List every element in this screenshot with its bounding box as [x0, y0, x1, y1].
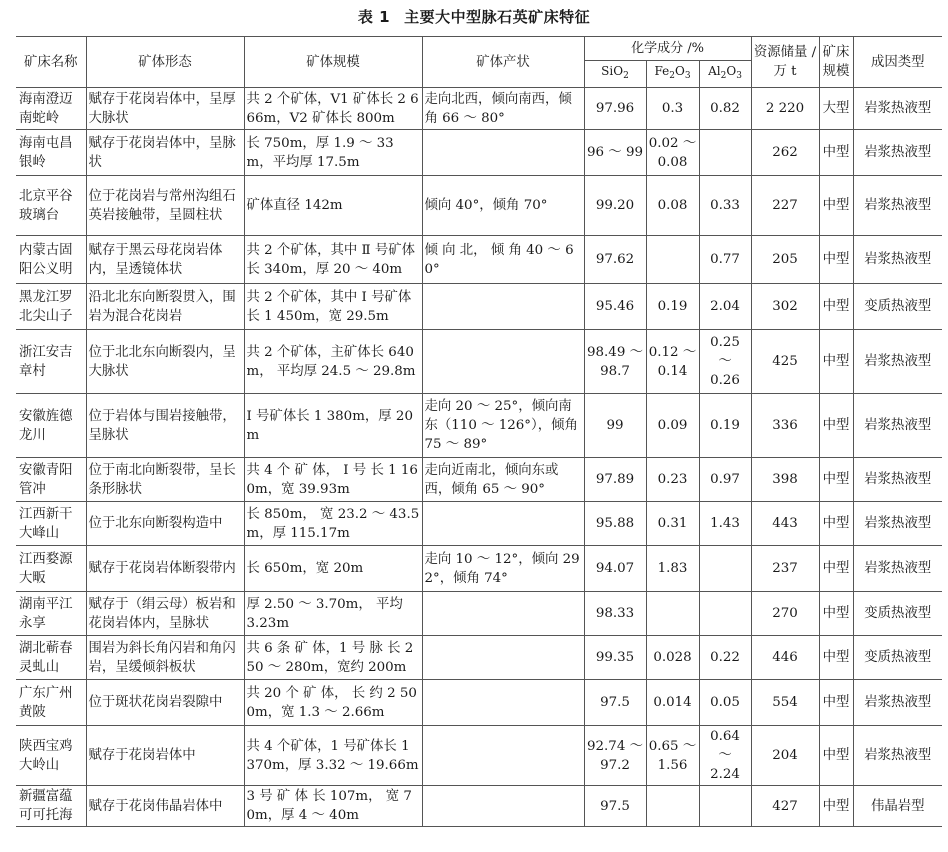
reserve-cell: 446	[751, 636, 819, 680]
form-cell: 沿北北东向断裂贯入，围岩为混合花岗岩	[86, 284, 244, 330]
table-number: 表 1	[357, 8, 391, 26]
table-row	[16, 458, 942, 502]
reserve-cell: 336	[751, 394, 819, 458]
occurrence-cell	[422, 592, 584, 636]
deposit-table	[16, 36, 942, 827]
header-reserve: 资源储量 / 万 t	[751, 37, 819, 88]
scale-cell: 共 2 个矿体，其中 Ⅱ 号矿体长 340m，厚 20 ～ 40m	[244, 236, 422, 284]
table-row	[16, 546, 942, 592]
reserve-cell: 425	[751, 330, 819, 394]
al2o3-cell: 0.19	[699, 394, 751, 458]
header-occurrence: 矿体产状	[422, 37, 584, 88]
al2o3-cell: 0.33	[699, 176, 751, 236]
occurrence-cell: 走向 10 ～ 12°，倾向 292°，倾角 74°	[422, 546, 584, 592]
location-cell: 海南澄迈南蛇岭	[16, 88, 86, 130]
sio2-cell: 92.74 ～ 97.2	[584, 726, 646, 786]
reserve-cell: 204	[751, 726, 819, 786]
location-cell: 内蒙古固阳公义明	[16, 236, 86, 284]
table-row	[16, 786, 942, 827]
fe2o3-cell: 0.23	[646, 458, 699, 502]
size-cell: 中型	[819, 458, 853, 502]
location-cell: 湖南平江永享	[16, 592, 86, 636]
sio2-cell: 97.89	[584, 458, 646, 502]
reserve-cell: 554	[751, 680, 819, 726]
sio2-cell: 98.33	[584, 592, 646, 636]
fe2o3-cell: 0.31	[646, 502, 699, 546]
al2o3-cell	[699, 592, 751, 636]
sio2-cell: 95.46	[584, 284, 646, 330]
occurrence-cell: 走向北西，倾向南西，倾角 66 ～ 80°	[422, 88, 584, 130]
form-cell: 赋存于花岗伟晶岩体中	[86, 786, 244, 827]
table-row	[16, 176, 942, 236]
occurrence-cell	[422, 786, 584, 827]
scale-cell: 矿体直径 142m	[244, 176, 422, 236]
location-cell: 浙江安吉章村	[16, 330, 86, 394]
size-cell: 中型	[819, 502, 853, 546]
genesis-cell: 岩浆热液型	[853, 236, 942, 284]
sio2-cell: 95.88	[584, 502, 646, 546]
form-cell: 位于南北向断裂带，呈长条形脉状	[86, 458, 244, 502]
table-row	[16, 88, 942, 130]
occurrence-cell: 倾 向 北， 倾 角 40 ～ 60°	[422, 236, 584, 284]
genesis-cell: 岩浆热液型	[853, 176, 942, 236]
location-cell: 湖北蕲春灵虬山	[16, 636, 86, 680]
al2o3-cell: 0.22	[699, 636, 751, 680]
occurrence-cell: 倾向 40°，倾角 70°	[422, 176, 584, 236]
size-cell: 中型	[819, 236, 853, 284]
fe2o3-cell: 0.12 ～ 0.14	[646, 330, 699, 394]
fe2o3-cell: 0.3	[646, 88, 699, 130]
reserve-cell: 427	[751, 786, 819, 827]
scale-cell: 长 750m，厚 1.9 ～ 33m，平均厚 17.5m	[244, 130, 422, 176]
genesis-cell: 变质热液型	[853, 592, 942, 636]
scale-cell: 长 650m，宽 20m	[244, 546, 422, 592]
location-cell: 江西新干大峰山	[16, 502, 86, 546]
genesis-cell: 岩浆热液型	[853, 394, 942, 458]
scale-cell: 共 6 条 矿 体，1 号 脉 长 250 ～ 280m，宽约 200m	[244, 636, 422, 680]
size-cell: 中型	[819, 176, 853, 236]
location-cell: 安徽旌德龙川	[16, 394, 86, 458]
fe2o3-cell: 0.028	[646, 636, 699, 680]
location-cell: 江西婺源大畈	[16, 546, 86, 592]
reserve-cell: 262	[751, 130, 819, 176]
reserve-cell: 237	[751, 546, 819, 592]
sio2-cell: 99	[584, 394, 646, 458]
form-cell: 赋存于黑云母花岗岩体内，呈透镜体状	[86, 236, 244, 284]
header-genesis: 成因类型	[853, 37, 942, 88]
fe2o3-cell: 0.014	[646, 680, 699, 726]
occurrence-cell	[422, 130, 584, 176]
genesis-cell: 岩浆热液型	[853, 680, 942, 726]
table-row	[16, 592, 942, 636]
form-cell: 位于斑状花岗岩裂隙中	[86, 680, 244, 726]
genesis-cell: 岩浆热液型	[853, 546, 942, 592]
size-cell: 中型	[819, 726, 853, 786]
fe2o3-cell	[646, 786, 699, 827]
reserve-cell: 302	[751, 284, 819, 330]
form-cell: 赋存于花岗岩体断裂带内	[86, 546, 244, 592]
size-cell: 中型	[819, 546, 853, 592]
fe2o3-cell: 0.19	[646, 284, 699, 330]
al2o3-cell: 2.04	[699, 284, 751, 330]
reserve-cell: 227	[751, 176, 819, 236]
sio2-cell: 94.07	[584, 546, 646, 592]
scale-cell: Ⅰ 号矿体长 1 380m，厚 20m	[244, 394, 422, 458]
table-body	[16, 88, 942, 827]
size-cell: 中型	[819, 786, 853, 827]
location-cell: 陕西宝鸡大岭山	[16, 726, 86, 786]
table-title	[0, 0, 948, 34]
al2o3-cell	[699, 546, 751, 592]
genesis-cell: 变质热液型	[853, 636, 942, 680]
scale-cell: 共 2 个矿体，V1 矿体长 2 666m，V2 矿体长 800m	[244, 88, 422, 130]
scale-cell: 共 2 个矿体，其中 I 号矿体长 1 450m，宽 29.5m	[244, 284, 422, 330]
header-fe2o3: $Fe_2O_3$	[646, 61, 699, 88]
genesis-cell: 岩浆热液型	[853, 330, 942, 394]
location-cell: 海南屯昌银岭	[16, 130, 86, 176]
size-cell: 中型	[819, 330, 853, 394]
form-cell: 赋存于（绢云母）板岩和花岗岩体内，呈脉状	[86, 592, 244, 636]
form-cell: 位于花岗岩与常州沟组石英岩接触带，呈圆柱状	[86, 176, 244, 236]
size-cell: 中型	[819, 394, 853, 458]
table-row	[16, 636, 942, 680]
header-al2o3: $Al_2O_3$	[699, 61, 751, 88]
genesis-cell: 岩浆热液型	[853, 88, 942, 130]
header-size: 矿床规模	[819, 37, 853, 88]
genesis-cell: 岩浆热液型	[853, 502, 942, 546]
sio2-cell: 97.62	[584, 236, 646, 284]
form-cell: 赋存于花岗岩体中	[86, 726, 244, 786]
al2o3-cell: 0.64 ～ 2.24	[699, 726, 751, 786]
form-cell: 围岩为斜长角闪岩和角闪岩，呈缓倾斜板状	[86, 636, 244, 680]
fe2o3-cell: 0.65 ～ 1.56	[646, 726, 699, 786]
sio2-cell: 97.5	[584, 680, 646, 726]
scale-cell: 共 4 个 矿 体， Ⅰ 号 长 1 160m，宽 39.93m	[244, 458, 422, 502]
al2o3-cell	[699, 786, 751, 827]
reserve-cell: 2 220	[751, 88, 819, 130]
table-row	[16, 130, 942, 176]
fe2o3-cell: 1.83	[646, 546, 699, 592]
reserve-cell: 398	[751, 458, 819, 502]
occurrence-cell	[422, 680, 584, 726]
table-row	[16, 680, 942, 726]
genesis-cell: 岩浆热液型	[853, 130, 942, 176]
fe2o3-cell: 0.08	[646, 176, 699, 236]
sio2-cell: 98.49 ～ 98.7	[584, 330, 646, 394]
occurrence-cell	[422, 636, 584, 680]
header-sio2: SiO$_2$	[584, 61, 646, 88]
location-cell: 北京平谷玻璃台	[16, 176, 86, 236]
sio2-cell: 96 ～ 99	[584, 130, 646, 176]
al2o3-cell: 0.05	[699, 680, 751, 726]
al2o3-cell: 0.25 ～ 0.26	[699, 330, 751, 394]
genesis-cell: 变质热液型	[853, 284, 942, 330]
form-cell: 赋存于花岗岩体中，呈脉状	[86, 130, 244, 176]
form-cell: 位于北东向断裂构造中	[86, 502, 244, 546]
occurrence-cell	[422, 726, 584, 786]
table-header	[16, 37, 942, 88]
table-row	[16, 284, 942, 330]
size-cell: 中型	[819, 592, 853, 636]
genesis-cell: 岩浆热液型	[853, 726, 942, 786]
size-cell: 大型	[819, 88, 853, 130]
fe2o3-cell: 0.02 ～ 0.08	[646, 130, 699, 176]
table-row	[16, 236, 942, 284]
scale-cell: 共 20 个 矿 体， 长 约 2 500m，宽 1.3 ～ 2.66m	[244, 680, 422, 726]
al2o3-cell: 0.77	[699, 236, 751, 284]
reserve-cell: 270	[751, 592, 819, 636]
occurrence-cell: 走向近南北，倾向东或西，倾角 65 ～ 90°	[422, 458, 584, 502]
table-row	[16, 394, 942, 458]
header-chem: 化学成分 /%	[584, 37, 751, 61]
genesis-cell: 伟晶岩型	[853, 786, 942, 827]
fe2o3-cell	[646, 592, 699, 636]
al2o3-cell: 0.82	[699, 88, 751, 130]
form-cell: 赋存于花岗岩体中，呈厚大脉状	[86, 88, 244, 130]
sio2-cell: 99.20	[584, 176, 646, 236]
location-cell: 广东广州黄陂	[16, 680, 86, 726]
al2o3-cell	[699, 130, 751, 176]
fe2o3-cell: 0.09	[646, 394, 699, 458]
form-cell: 位于岩体与围岩接触带，呈脉状	[86, 394, 244, 458]
size-cell: 中型	[819, 680, 853, 726]
size-cell: 中型	[819, 636, 853, 680]
reserve-cell: 205	[751, 236, 819, 284]
scale-cell: 长 850m， 宽 23.2 ～ 43.5m，厚 115.17m	[244, 502, 422, 546]
fe2o3-cell	[646, 236, 699, 284]
form-cell: 位于北北东向断裂内，呈大脉状	[86, 330, 244, 394]
location-cell: 黑龙江罗北尖山子	[16, 284, 86, 330]
sio2-cell: 99.35	[584, 636, 646, 680]
table-caption: 主要大中型脉石英矿床特征	[404, 8, 591, 26]
size-cell: 中型	[819, 130, 853, 176]
header-location: 矿床名称	[16, 37, 86, 88]
sio2-cell: 97.96	[584, 88, 646, 130]
occurrence-cell	[422, 330, 584, 394]
al2o3-cell: 1.43	[699, 502, 751, 546]
scale-cell: 3 号 矿 体 长 107m， 宽 70m，厚 4 ～ 40m	[244, 786, 422, 827]
occurrence-cell	[422, 502, 584, 546]
table-row	[16, 502, 942, 546]
scale-cell: 共 2 个矿体，主矿体长 640m， 平均厚 24.5 ～ 29.8m	[244, 330, 422, 394]
sio2-cell: 97.5	[584, 786, 646, 827]
location-cell: 安徽青阳管冲	[16, 458, 86, 502]
genesis-cell: 岩浆热液型	[853, 458, 942, 502]
al2o3-cell: 0.97	[699, 458, 751, 502]
location-cell: 新疆富蕴可可托海	[16, 786, 86, 827]
table-row	[16, 726, 942, 786]
table-row	[16, 330, 942, 394]
occurrence-cell: 走向 20 ～ 25°，倾向南东（110 ～ 126°），倾角 75 ～ 89°	[422, 394, 584, 458]
occurrence-cell	[422, 284, 584, 330]
scale-cell: 共 4 个矿体，1 号矿体长 1 370m，厚 3.32 ～ 19.66m	[244, 726, 422, 786]
scale-cell: 厚 2.50 ～ 3.70m， 平均 3.23m	[244, 592, 422, 636]
header-form: 矿体形态	[86, 37, 244, 88]
reserve-cell: 443	[751, 502, 819, 546]
header-scale: 矿体规模	[244, 37, 422, 88]
size-cell: 中型	[819, 284, 853, 330]
